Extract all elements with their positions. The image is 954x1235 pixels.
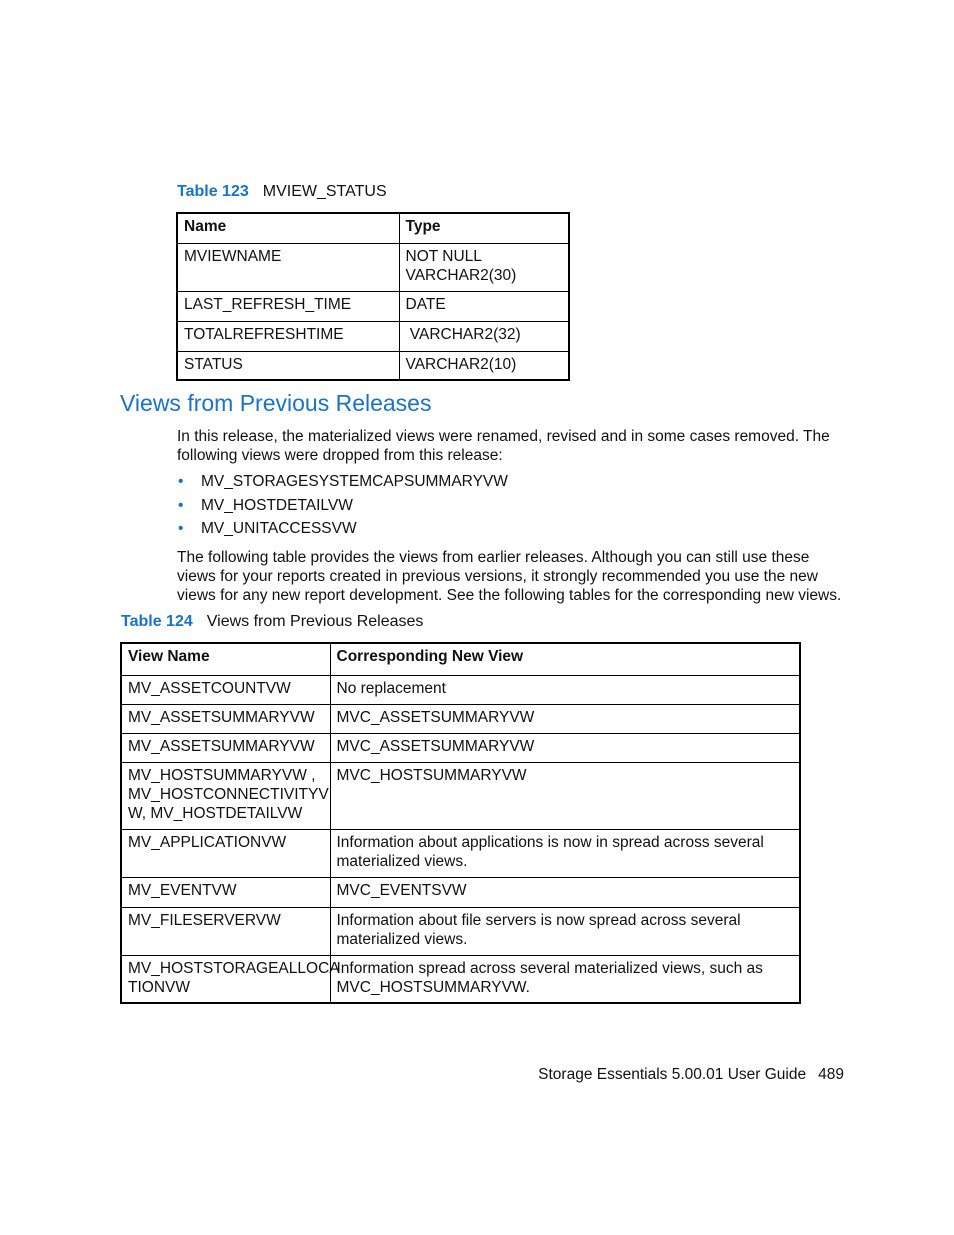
mview-status-table	[176, 212, 570, 381]
table-123-number: Table 123	[177, 183, 249, 200]
guide-title: Storage Essentials 5.00.01 User Guide	[538, 1066, 807, 1083]
list-item	[177, 496, 508, 520]
cell-name: MVIEWNAME	[177, 243, 399, 291]
table-row	[177, 351, 569, 380]
column-header-view-name: View Name	[121, 643, 330, 675]
cell-view-name: MV_APPLICATIONVW	[121, 829, 330, 877]
table-row	[121, 704, 800, 733]
table-row	[121, 675, 800, 704]
table-row	[121, 955, 800, 1003]
cell-new-view: Information about file servers is now spread across several materialized views.	[330, 907, 800, 955]
table-123-caption	[177, 183, 387, 201]
table-124-number: Table 124	[121, 613, 193, 630]
dropped-views-list	[177, 472, 508, 543]
page-number: 489	[818, 1066, 844, 1083]
table-124-caption	[121, 613, 423, 631]
table-row	[121, 877, 800, 907]
cell-name: LAST_REFRESH_TIME	[177, 291, 399, 321]
list-item-text: MV_STORAGESYSTEMCAPSUMMARYVW	[201, 473, 508, 490]
bullet-icon: •	[178, 496, 184, 514]
list-item	[177, 472, 508, 496]
list-item	[177, 519, 508, 543]
cell-view-name: MV_ASSETSUMMARYVW	[121, 733, 330, 762]
cell-new-view: MVC_EVENTSVW	[330, 877, 800, 907]
column-header-type: Type	[399, 213, 569, 243]
cell-name: TOTALREFRESHTIME	[177, 321, 399, 351]
cell-view-name: MV_EVENTVW	[121, 877, 330, 907]
body-paragraph: The following table provides the views from earlier releases. Although you can still use these views for your reports created in previous versions, it strongly recommended you use the new views for any new report development. See the following tables for the corresponding new views.	[177, 549, 842, 604]
cell-view-name: MV_HOSTSTORAGEALLOCA TIONVW	[121, 955, 330, 1003]
bullet-icon: •	[178, 520, 184, 537]
cell-view-name: MV_ASSETCOUNTVW	[121, 675, 330, 704]
cell-new-view: MVC_ASSETSUMMARYVW	[330, 704, 800, 733]
cell-type: NOT NULL VARCHAR2(30)	[399, 243, 569, 291]
cell-type: DATE	[399, 291, 569, 321]
table-row	[121, 762, 800, 829]
page-footer	[538, 1066, 844, 1084]
table-row	[177, 243, 569, 291]
table-row	[177, 321, 569, 351]
cell-view-name: MV_ASSETSUMMARYVW	[121, 704, 330, 733]
column-header-new-view: Corresponding New View	[330, 643, 800, 675]
intro-paragraph: In this release, the materialized views were renamed, revised and in some cases removed. The following views were dropped from this release:	[177, 428, 830, 464]
section-heading: Views from Previous Releases	[120, 390, 432, 416]
table-row	[177, 291, 569, 321]
table-124-title: Views from Previous Releases	[206, 613, 424, 630]
cell-new-view: MVC_ASSETSUMMARYVW	[330, 733, 800, 762]
table-123-title: MVIEW_STATUS	[262, 183, 387, 200]
bullet-icon: •	[178, 473, 184, 490]
column-header-name: Name	[177, 213, 399, 243]
cell-new-view: MVC_HOSTSUMMARYVW	[330, 762, 800, 829]
cell-new-view: Information spread across several materialized views, such as MVC_HOSTSUMMARYVW.	[330, 955, 800, 1003]
cell-new-view: Information about applications is now in spread across several materialized views.	[330, 829, 800, 877]
table-row	[121, 733, 800, 762]
cell-new-view: No replacement	[330, 675, 800, 704]
cell-name: STATUS	[177, 351, 399, 380]
views-previous-releases-table	[120, 642, 801, 1004]
table-row	[121, 829, 800, 877]
cell-type: VARCHAR2(32)	[399, 321, 569, 351]
table-row	[121, 907, 800, 955]
cell-view-name: MV_HOSTSUMMARYVW , MV_HOSTCONNECTIVITYV W, MV_HOSTDETAILVW	[121, 762, 330, 829]
cell-view-name: MV_FILESERVERVW	[121, 907, 330, 955]
list-item-text: MV_UNITACCESSVW	[201, 520, 357, 537]
list-item-text: MV_HOSTDETAILVW	[201, 496, 353, 514]
cell-type: VARCHAR2(10)	[399, 351, 569, 380]
